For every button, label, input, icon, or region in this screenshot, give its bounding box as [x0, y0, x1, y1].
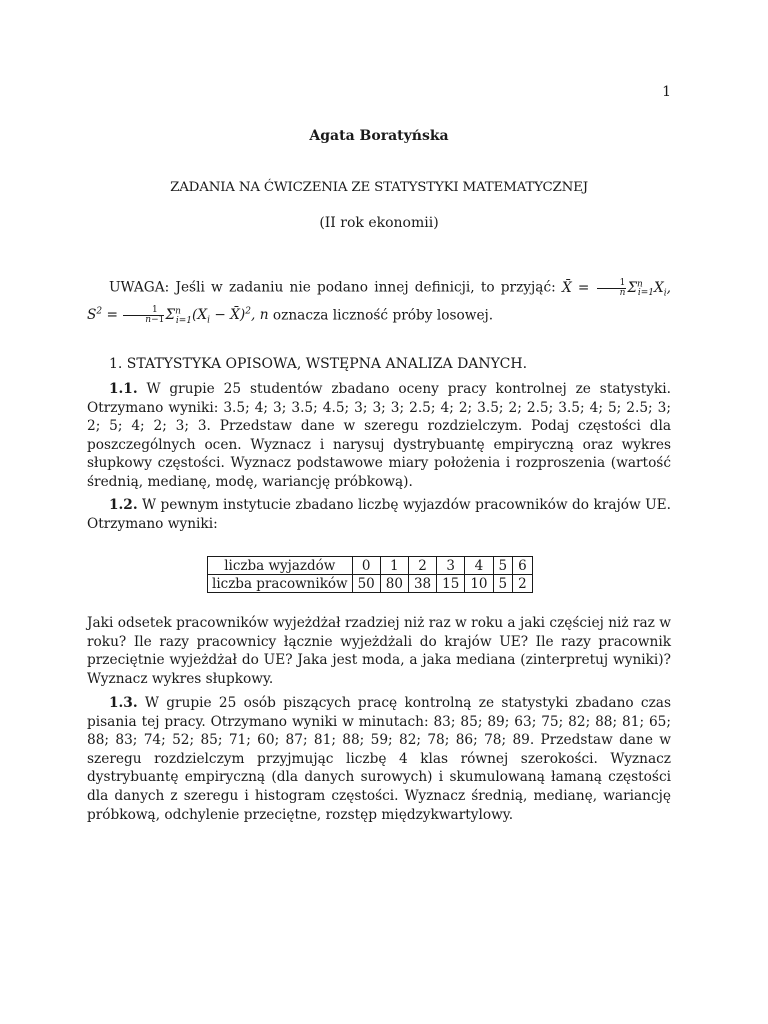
note-suffix: oznacza liczność próby losowej. — [272, 307, 494, 324]
table-row-label: liczba pracowników — [208, 575, 353, 593]
problem-text: W grupie 25 osób piszących pracę kontrolną ze statystyki zbadano czas pisania tej pracy. Otrzymano wyniki w minutach: 83; 85; 89; 63; 75; 82; 88; 81; 65; 88; 83; 74; 52; 85; 71; 60; 87; 81; 88; 59; 82; 78; 86; 78; 89. Przedstaw dane w szeregu rozdzielczym przyjmując liczbę 4 klas równej szerokości. Wyznacz dystrybuantę empiryczną (dla danych surowych) i skumulowaną łamaną częstości dla danych z szeregu i histogram częstości. Wyznacz średnią, medianę, wariancję próbkową, odchylenie przeciętne, rozstęp międzykwartylowy. — [87, 695, 671, 823]
table-cell: 2 — [408, 557, 436, 575]
problem-1-2 — [87, 496, 671, 533]
problem-number: 1.1. — [109, 381, 138, 397]
table-row-label: liczba wyjazdów — [208, 557, 353, 575]
table-cell: 5 — [493, 575, 513, 593]
problem-number: 1.2. — [109, 497, 138, 513]
table-cell: 6 — [513, 557, 533, 575]
author-name: Agata Boratyńska — [309, 128, 449, 144]
document-page — [87, 0, 671, 1024]
problem-text: W grupie 25 studentów zbadano oceny pracy kontrolnej ze statystyki. Otrzymano wyniki: 3.5; 4; 3; 3.5; 4.5; 3; 3; 3; 2.5; 4; 2; 3.5; 2; 2.5; 3.5; 4; 5; 2.5; 3; 2; 5; 4; 2; 3; 3. Przedstaw dane w szeregu rozdzielczym. Podaj częstości dla poszczególnych ocen. Wyznacz i narysuj dystrybuantę empiryczną oraz wykres słupkowy częstości. Wyznacz podstawowe miary położenia i rozproszenia (wartość średnią, medianę, modę, wariancję próbkową). — [87, 381, 671, 490]
table-row — [208, 575, 533, 593]
trips-table — [207, 556, 533, 593]
table-cell: 80 — [380, 575, 408, 593]
problem-text: W pewnym instytucie zbadano liczbę wyjazdów pracowników do krajów UE. Otrzymano wyniki: — [87, 497, 671, 532]
problem-1-2-questions: Jaki odsetek pracowników wyjeżdżał rzadziej niż raz w roku a jaki częściej niż raz w roku? Ile razy pracownicy łącznie wyjeżdżali do krajów UE? Ile razy pracownik przeciętnie wyjeżdżał do UE? Jaka jest moda, a jaka mediana (zinterpretuj wyniki)? Wyznacz wykres słupkowy. — [87, 615, 671, 687]
table-cell: 10 — [465, 575, 493, 593]
table-cell: 38 — [408, 575, 436, 593]
table-cell: 15 — [437, 575, 465, 593]
problem-1-1 — [87, 380, 671, 492]
document-subtitle: (II rok ekonomii) — [319, 215, 439, 231]
problem-1-3 — [87, 694, 671, 824]
table-cell: 50 — [352, 575, 380, 593]
problem-number: 1.3. — [109, 695, 138, 711]
section-heading: 1. STATYSTYKA OPISOWA, WSTĘPNA ANALIZA DANYCH. — [109, 356, 528, 372]
table-cell: 1 — [380, 557, 408, 575]
page-number: 1 — [662, 84, 671, 100]
document-title: ZADANIA NA ĆWICZENIA ZE STATYSTYKI MATEMATYCZNEJ — [170, 180, 588, 195]
table-cell: 2 — [513, 575, 533, 593]
variance-formula: $S^2$ = $\frac{1}{n-1}$ $\Sigma^n_{i=1}(X_i$ − X̄)$^2$, n — [87, 305, 269, 327]
note-paragraph — [87, 275, 671, 331]
table-cell: 5 — [493, 557, 513, 575]
table-cell: 0 — [352, 557, 380, 575]
mean-formula: X̄ = $\frac{1}{n}$ $\Sigma^n_{i=1}X_i$, — [561, 277, 671, 299]
note-prefix: UWAGA: Jeśli w zadaniu nie podano innej definicji, to przyjąć: — [109, 279, 556, 296]
table-row — [208, 557, 533, 575]
table-cell: 4 — [465, 557, 493, 575]
table-cell: 3 — [437, 557, 465, 575]
